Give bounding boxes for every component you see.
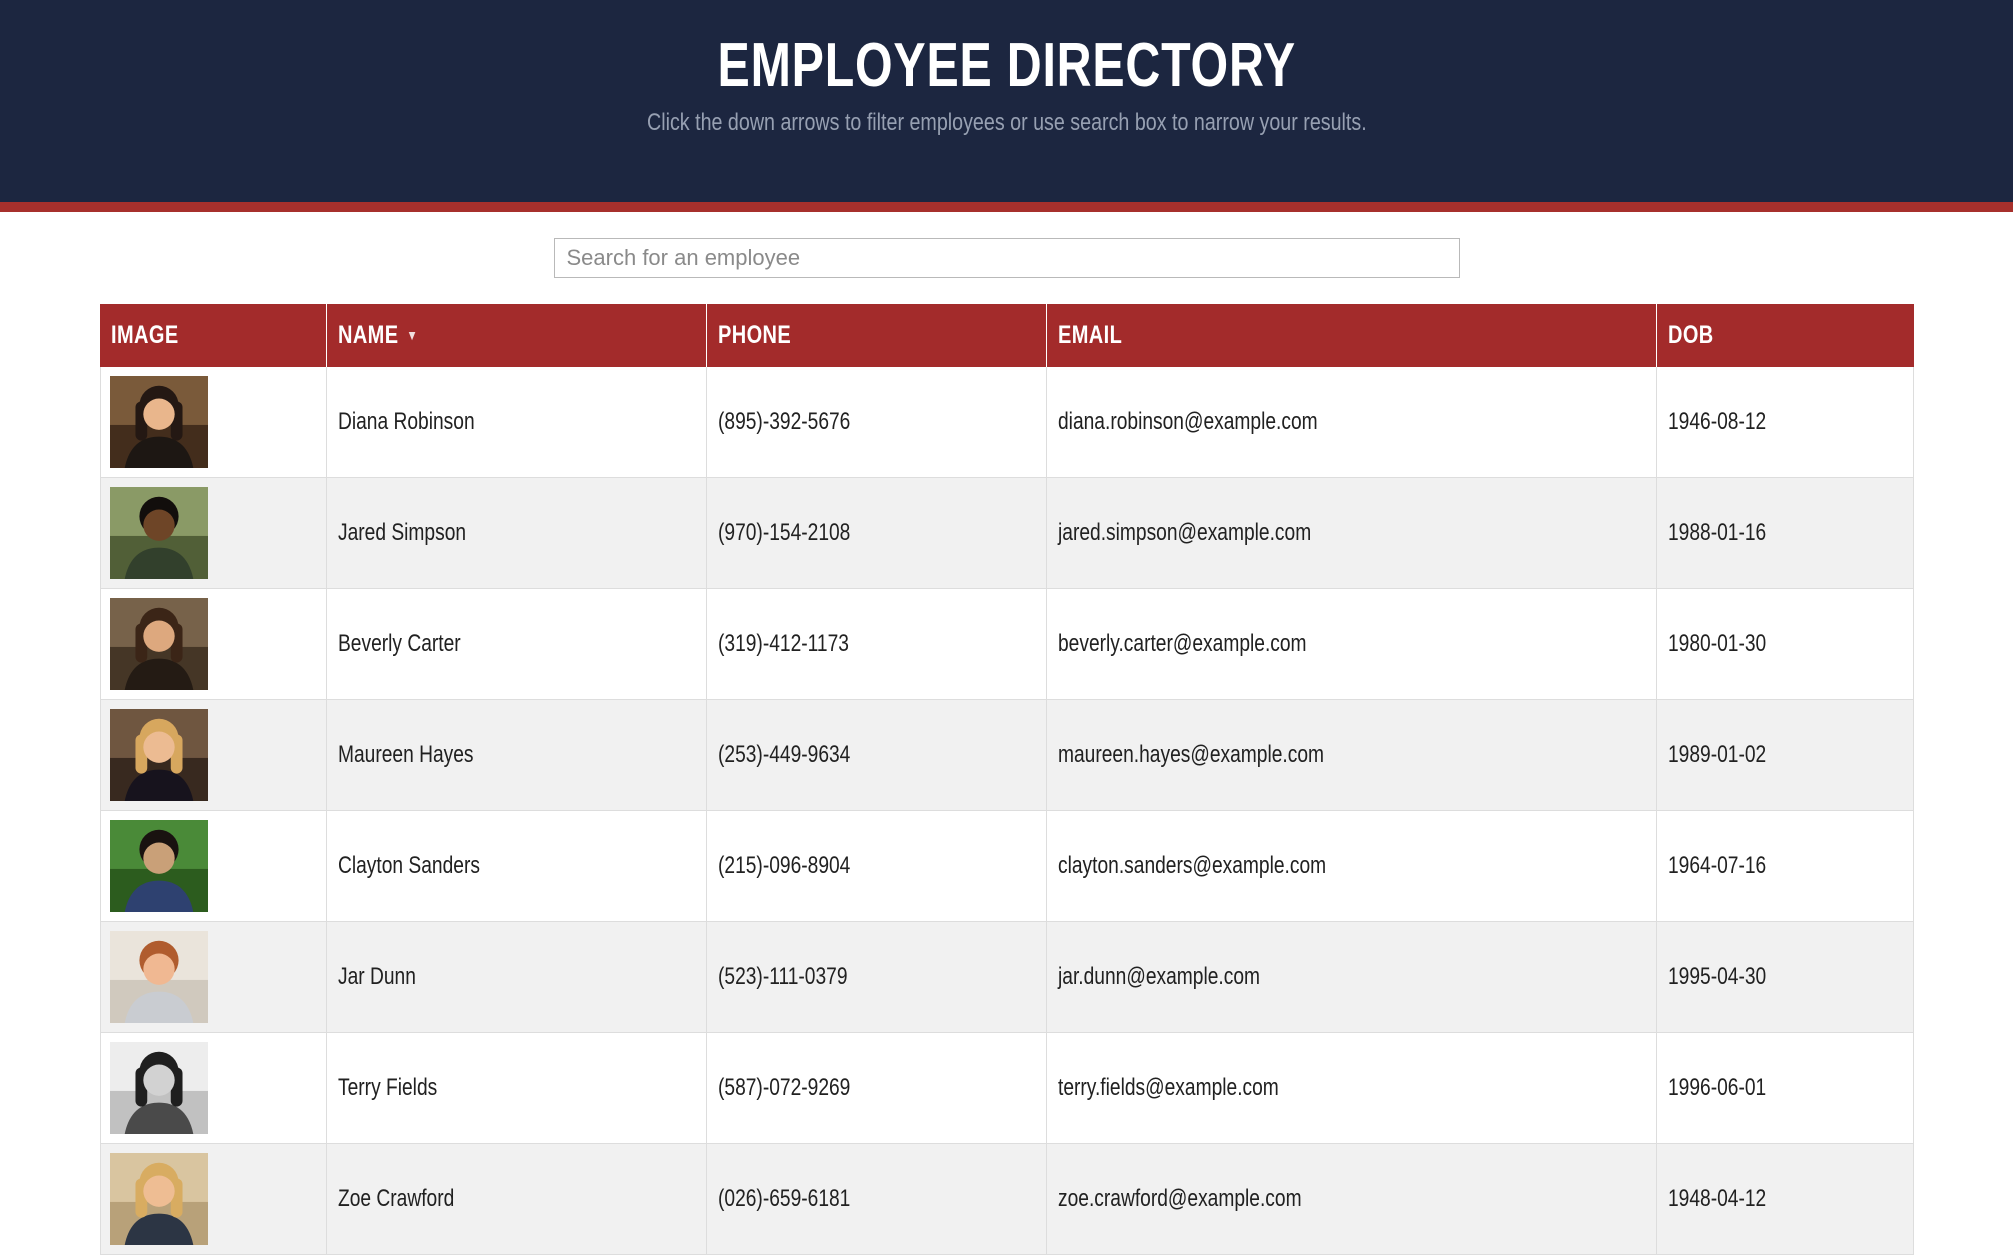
avatar-illustration (110, 1042, 208, 1134)
table-row (100, 922, 1914, 1033)
employee-phone: (319)-412-1173 (717, 630, 849, 657)
image-cell (100, 1033, 327, 1144)
employee-name: Clayton Sanders (337, 852, 480, 879)
name-cell (327, 367, 707, 478)
avatar-illustration (110, 1153, 208, 1245)
phone-cell (707, 1144, 1047, 1255)
employee-phone: (587)-072-9269 (717, 1074, 850, 1101)
avatar-illustration (110, 487, 208, 579)
employee-email: terry.fields@example.com (1057, 1074, 1279, 1101)
dob-cell (1657, 1144, 1914, 1255)
avatar-illustration (110, 820, 208, 912)
sort-down-icon[interactable]: ▼ (405, 327, 418, 343)
email-cell (1047, 811, 1657, 922)
name-cell (327, 1144, 707, 1255)
column-label: PHONE (717, 321, 791, 349)
table-row (100, 589, 1914, 700)
employee-phone: (523)-111-0379 (717, 963, 848, 990)
phone-cell (707, 811, 1047, 922)
employee-name: Beverly Carter (337, 630, 461, 657)
employee-email: diana.robinson@example.com (1057, 408, 1318, 435)
email-cell (1047, 1144, 1657, 1255)
avatar-illustration (110, 931, 208, 1023)
employee-name: Zoe Crawford (337, 1185, 454, 1212)
name-cell (327, 589, 707, 700)
image-cell (100, 478, 327, 589)
dob-cell (1657, 478, 1914, 589)
image-cell (100, 700, 327, 811)
column-label: IMAGE (110, 321, 179, 349)
search-row (0, 212, 2013, 278)
email-cell (1047, 367, 1657, 478)
name-cell (327, 700, 707, 811)
employee-phone: (895)-392-5676 (717, 408, 850, 435)
employee-name: Jared Simpson (337, 519, 466, 546)
name-cell (327, 811, 707, 922)
email-cell (1047, 478, 1657, 589)
employee-phone: (970)-154-2108 (717, 519, 850, 546)
avatar-illustration (110, 709, 208, 801)
employee-photo (110, 1042, 208, 1134)
employee-dob: 1996-06-01 (1667, 1074, 1766, 1101)
employee-name: Terry Fields (337, 1074, 437, 1101)
employee-dob: 1946-08-12 (1667, 408, 1766, 435)
dob-cell (1657, 367, 1914, 478)
avatar-illustration (110, 376, 208, 468)
accent-bar (0, 202, 2013, 212)
email-cell (1047, 589, 1657, 700)
column-header-email[interactable] (1047, 304, 1657, 367)
employee-email: jared.simpson@example.com (1057, 519, 1311, 546)
employee-dob: 1948-04-12 (1667, 1185, 1766, 1212)
column-header-image[interactable] (100, 304, 327, 367)
employee-email: beverly.carter@example.com (1057, 630, 1307, 657)
employee-table (100, 304, 1914, 1255)
employee-phone: (253)-449-9634 (717, 741, 850, 768)
phone-cell (707, 589, 1047, 700)
table-row (100, 478, 1914, 589)
employee-photo (110, 1153, 208, 1245)
phone-cell (707, 367, 1047, 478)
search-input[interactable] (554, 238, 1460, 278)
employee-photo (110, 709, 208, 801)
dob-cell (1657, 922, 1914, 1033)
name-cell (327, 478, 707, 589)
column-header-phone[interactable] (707, 304, 1047, 367)
column-label: NAME ▼ (337, 321, 418, 349)
employee-photo (110, 598, 208, 690)
phone-cell (707, 700, 1047, 811)
column-header-name[interactable] (327, 304, 707, 367)
employee-email: maureen.hayes@example.com (1057, 741, 1324, 768)
employee-photo (110, 820, 208, 912)
employee-dob: 1988-01-16 (1667, 519, 1766, 546)
employee-table-container (100, 304, 1914, 1255)
employee-dob: 1995-04-30 (1667, 963, 1766, 990)
table-row (100, 367, 1914, 478)
table-row (100, 1033, 1914, 1144)
employee-email: zoe.crawford@example.com (1057, 1185, 1302, 1212)
dob-cell (1657, 700, 1914, 811)
email-cell (1047, 1033, 1657, 1144)
dob-cell (1657, 811, 1914, 922)
employee-photo (110, 487, 208, 579)
employee-dob: 1989-01-02 (1667, 741, 1766, 768)
page-title: EMPLOYEE DIRECTORY (717, 31, 1296, 100)
employee-dob: 1980-01-30 (1667, 630, 1766, 657)
phone-cell (707, 478, 1047, 589)
email-cell (1047, 922, 1657, 1033)
phone-cell (707, 1033, 1047, 1144)
table-row (100, 700, 1914, 811)
table-row (100, 811, 1914, 922)
email-cell (1047, 700, 1657, 811)
phone-cell (707, 922, 1047, 1033)
image-cell (100, 922, 327, 1033)
table-row (100, 1144, 1914, 1255)
name-cell (327, 922, 707, 1033)
column-header-dob[interactable] (1657, 304, 1914, 367)
employee-phone: (215)-096-8904 (717, 852, 850, 879)
image-cell (100, 589, 327, 700)
employee-name: Diana Robinson (337, 408, 475, 435)
employee-email: clayton.sanders@example.com (1057, 852, 1326, 879)
dob-cell (1657, 589, 1914, 700)
page-subtitle: Click the down arrows to filter employees or use search box to narrow your results. (646, 109, 1367, 137)
employee-phone: (026)-659-6181 (717, 1185, 850, 1212)
page-banner (0, 0, 2013, 202)
employee-name: Maureen Hayes (337, 741, 474, 768)
employee-email: jar.dunn@example.com (1057, 963, 1260, 990)
image-cell (100, 1144, 327, 1255)
name-cell (327, 1033, 707, 1144)
avatar-illustration (110, 598, 208, 690)
header-row (100, 304, 1914, 367)
employee-photo (110, 931, 208, 1023)
column-label: DOB (1667, 321, 1714, 349)
column-label: EMAIL (1057, 321, 1122, 349)
employee-dob: 1964-07-16 (1667, 852, 1766, 879)
image-cell (100, 367, 327, 478)
dob-cell (1657, 1033, 1914, 1144)
employee-name: Jar Dunn (337, 963, 416, 990)
employee-photo (110, 376, 208, 468)
image-cell (100, 811, 327, 922)
